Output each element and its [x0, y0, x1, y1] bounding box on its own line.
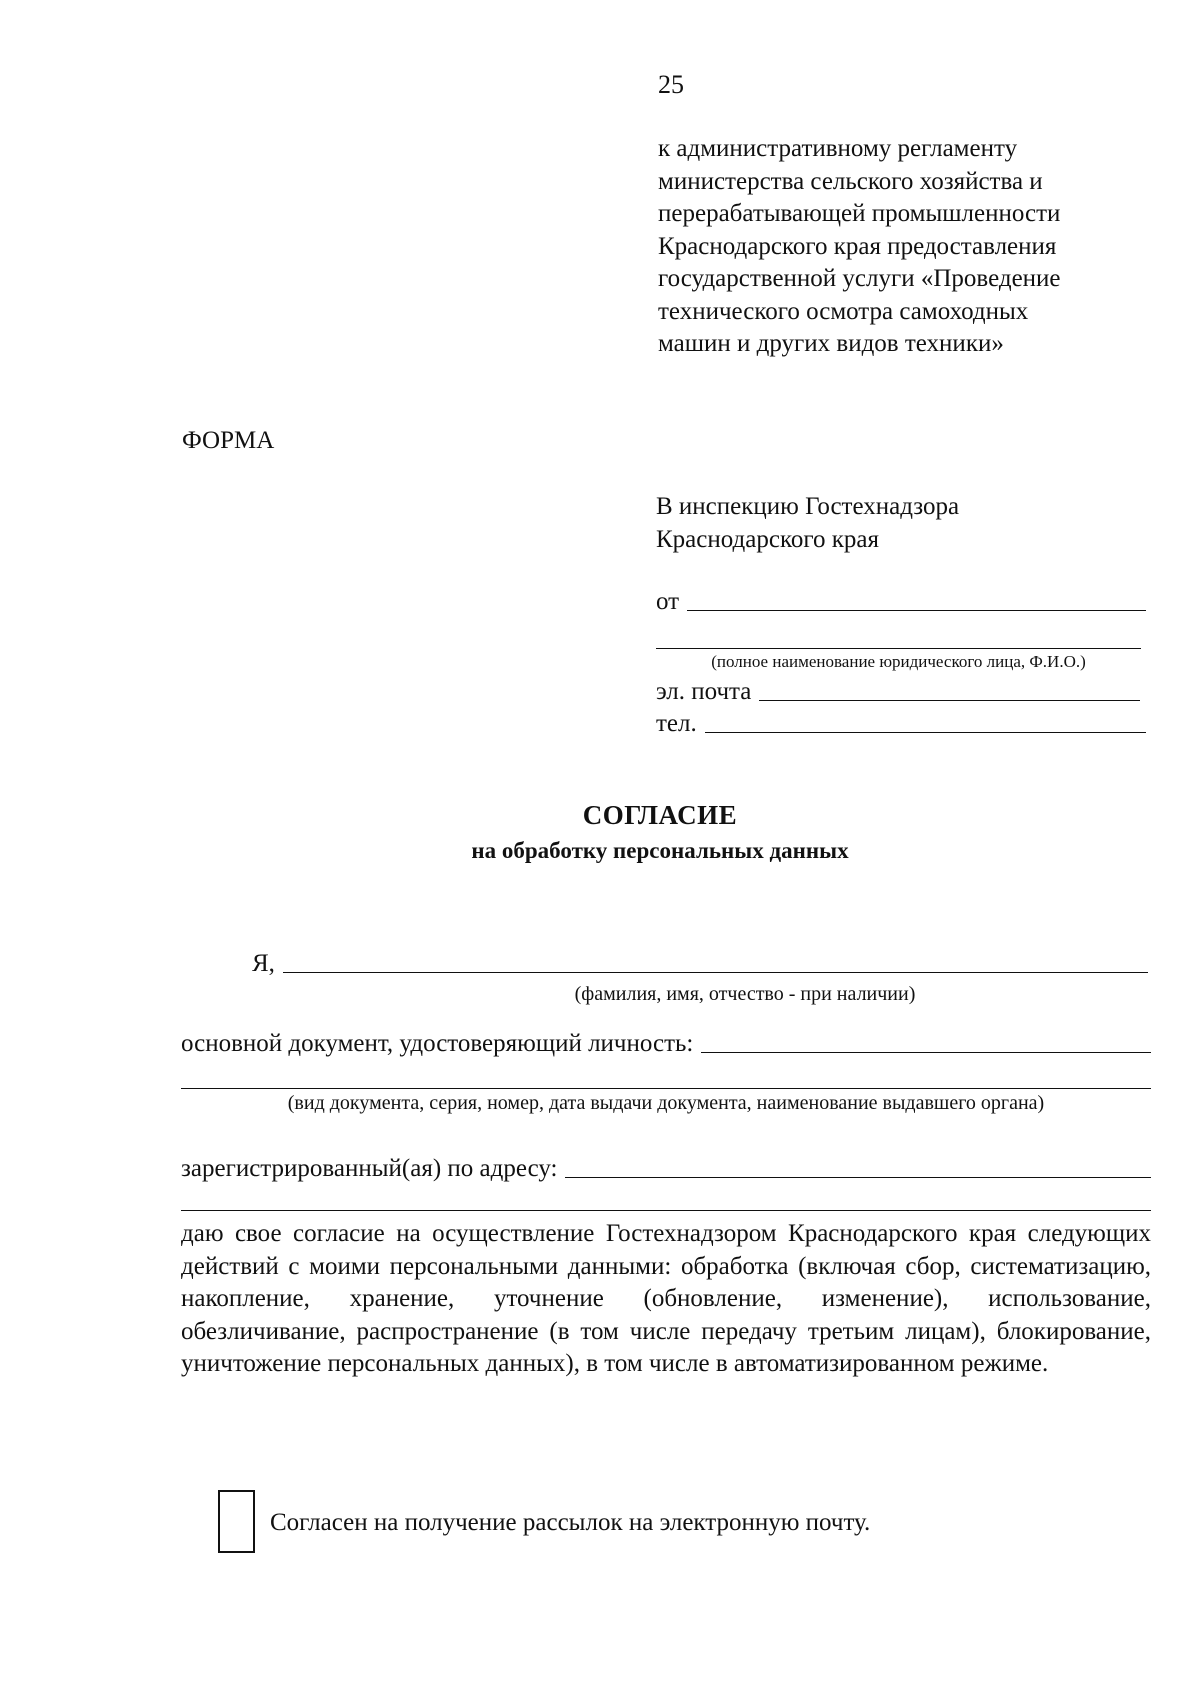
- email-field[interactable]: [759, 700, 1140, 701]
- id-document-field-row: [181, 1030, 1151, 1058]
- email-field-row: [656, 678, 1140, 706]
- address-field[interactable]: [565, 1177, 1151, 1178]
- address-label: зарегистрированный(ая) по адресу:: [181, 1155, 558, 1182]
- consent-paragraph: даю свое согласие на осуществление Гостехнадзором Краснодарского края следующих действий с моими персональными данными: обработка (включая сбор, систематизацию, накопление, хранение, уточнение (обновление, изменение), использование, обезличивание, распространение (в том числе передачу третьим лицам), блокирование, уничтожение персональных данных), в том числе в автоматизированном режиме.: [181, 1220, 1151, 1377]
- from-field-row: [656, 588, 1146, 616]
- recipient-line: Краснодарского края: [656, 526, 879, 553]
- phone-field-row: [656, 710, 1146, 738]
- id-document-field[interactable]: [701, 1052, 1151, 1053]
- header-line: к административному регламенту: [658, 135, 1018, 162]
- ya-label: Я,: [252, 950, 275, 977]
- name-field-row: [252, 950, 1148, 978]
- full-name-caption: (фамилия, имя, отчество - при наличии): [574, 983, 916, 1005]
- from-field-continuation[interactable]: [656, 648, 1141, 649]
- header-line: машин и других видов техники»: [658, 330, 1004, 357]
- header-line: технического осмотра самоходных: [658, 297, 1029, 325]
- id-document-label: основной документ, удостоверяющий личность:: [181, 1030, 694, 1057]
- email-label: эл. почта: [656, 678, 752, 705]
- mailing-consent-checkbox[interactable]: [218, 1490, 255, 1553]
- from-label: от: [656, 588, 680, 615]
- id-document-field-continuation[interactable]: [181, 1088, 1151, 1089]
- from-caption: (полное наименование юридического лица, Ф.И.О.): [711, 652, 1086, 671]
- address-field-continuation[interactable]: [181, 1210, 1151, 1211]
- id-document-caption: (вид документа, серия, номер, дата выдачи документа, наименование выдавшего органа): [287, 1092, 1045, 1114]
- header-line: перерабатывающей промышленности: [658, 200, 1061, 227]
- from-field[interactable]: [687, 610, 1146, 611]
- header-line: государственной услуги «Проведение: [658, 265, 1061, 292]
- phone-field[interactable]: [705, 732, 1146, 733]
- address-field-row: [181, 1155, 1151, 1183]
- recipient-block: [656, 490, 959, 556]
- document-title: СОГЛАСИЕ: [582, 800, 738, 830]
- phone-label: тел.: [656, 710, 697, 737]
- document-subtitle: на обработку персональных данных: [471, 838, 849, 863]
- full-name-field[interactable]: [283, 972, 1148, 973]
- recipient-line: В инспекцию Гостехнадзора: [656, 493, 960, 520]
- mailing-consent-label: Согласен на получение рассылок на электронную почту.: [270, 1509, 871, 1536]
- regulation-header: [658, 133, 1128, 361]
- form-label: ФОРМА: [182, 427, 275, 454]
- header-line: Краснодарского края предоставления: [658, 232, 1057, 260]
- page-number: 25: [658, 70, 684, 99]
- header-line: министерства сельского хозяйства и: [658, 167, 1043, 195]
